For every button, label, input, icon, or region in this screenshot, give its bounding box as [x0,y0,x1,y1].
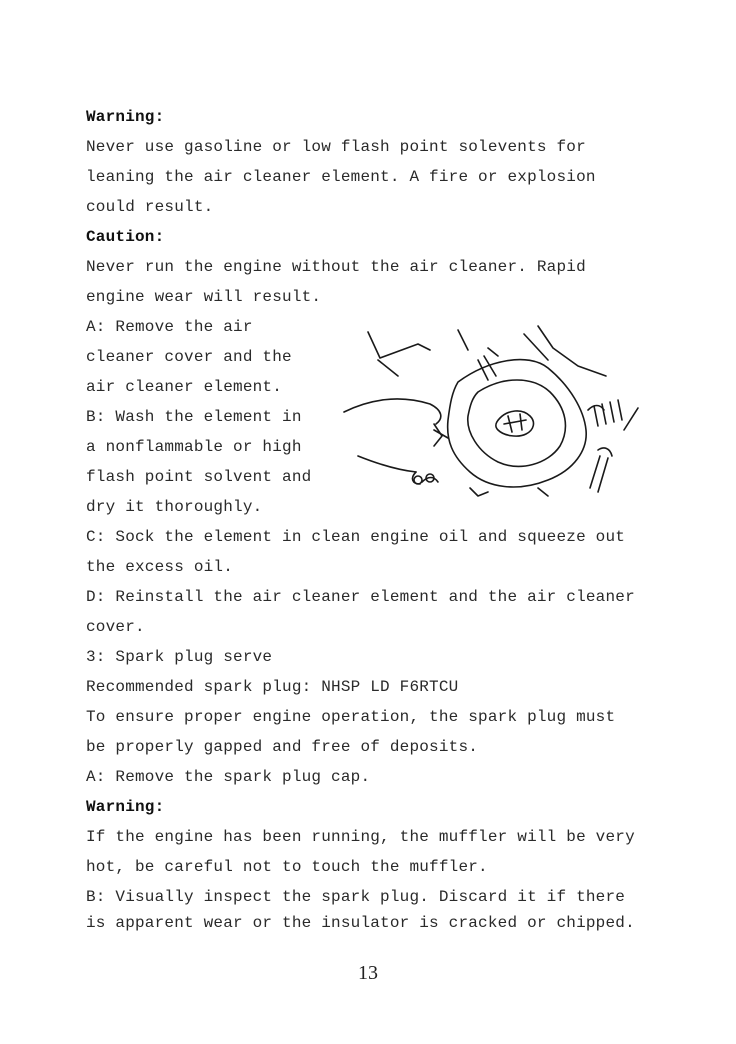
step-line: D: Reinstall the air cleaner element and the air cleaner [86,588,635,606]
step-line: a nonflammable or high [86,438,302,456]
body-line: leaning the air cleaner element. A fire or explosion [86,168,596,186]
step-line: A: Remove the air [86,318,253,336]
section-heading: 3: Spark plug serve [86,648,273,666]
body-line: be properly gapped and free of deposits. [86,738,479,756]
step-line: dry it thoroughly. [86,498,263,516]
step-line: air cleaner element. [86,378,283,396]
body-line: Never use gasoline or low flash point solevents for [86,138,586,156]
body-line: engine wear will result. [86,288,322,306]
air-cleaner-illustration [338,320,650,504]
step-line: cover. [86,618,145,636]
step-line: cleaner cover and the [86,348,292,366]
step-line: the excess oil. [86,558,234,576]
step-line: is apparent wear or the insulator is cracked or chipped. [86,914,635,932]
warning-heading: Warning: [86,108,165,126]
step-line: B: Visually inspect the spark plug. Discard it if there [86,888,626,906]
step-line: C: Sock the element in clean engine oil and squeeze out [86,528,626,546]
step-line: B: Wash the element in [86,408,302,426]
step-line: A: Remove the spark plug cap. [86,768,371,786]
caution-heading: Caution: [86,228,165,246]
body-line: Recommended spark plug: NHSP LD F6RTCU [86,678,459,696]
body-line: could result. [86,198,214,216]
body-line: To ensure proper engine operation, the spark plug must [86,708,616,726]
page-number: 13 [358,962,378,984]
step-line: flash point solvent and [86,468,312,486]
warning-heading: Warning: [86,798,165,816]
body-line: Never run the engine without the air cleaner. Rapid [86,258,586,276]
body-line: If the engine has been running, the muffler will be very [86,828,635,846]
body-line: hot, be careful not to touch the muffler. [86,858,488,876]
